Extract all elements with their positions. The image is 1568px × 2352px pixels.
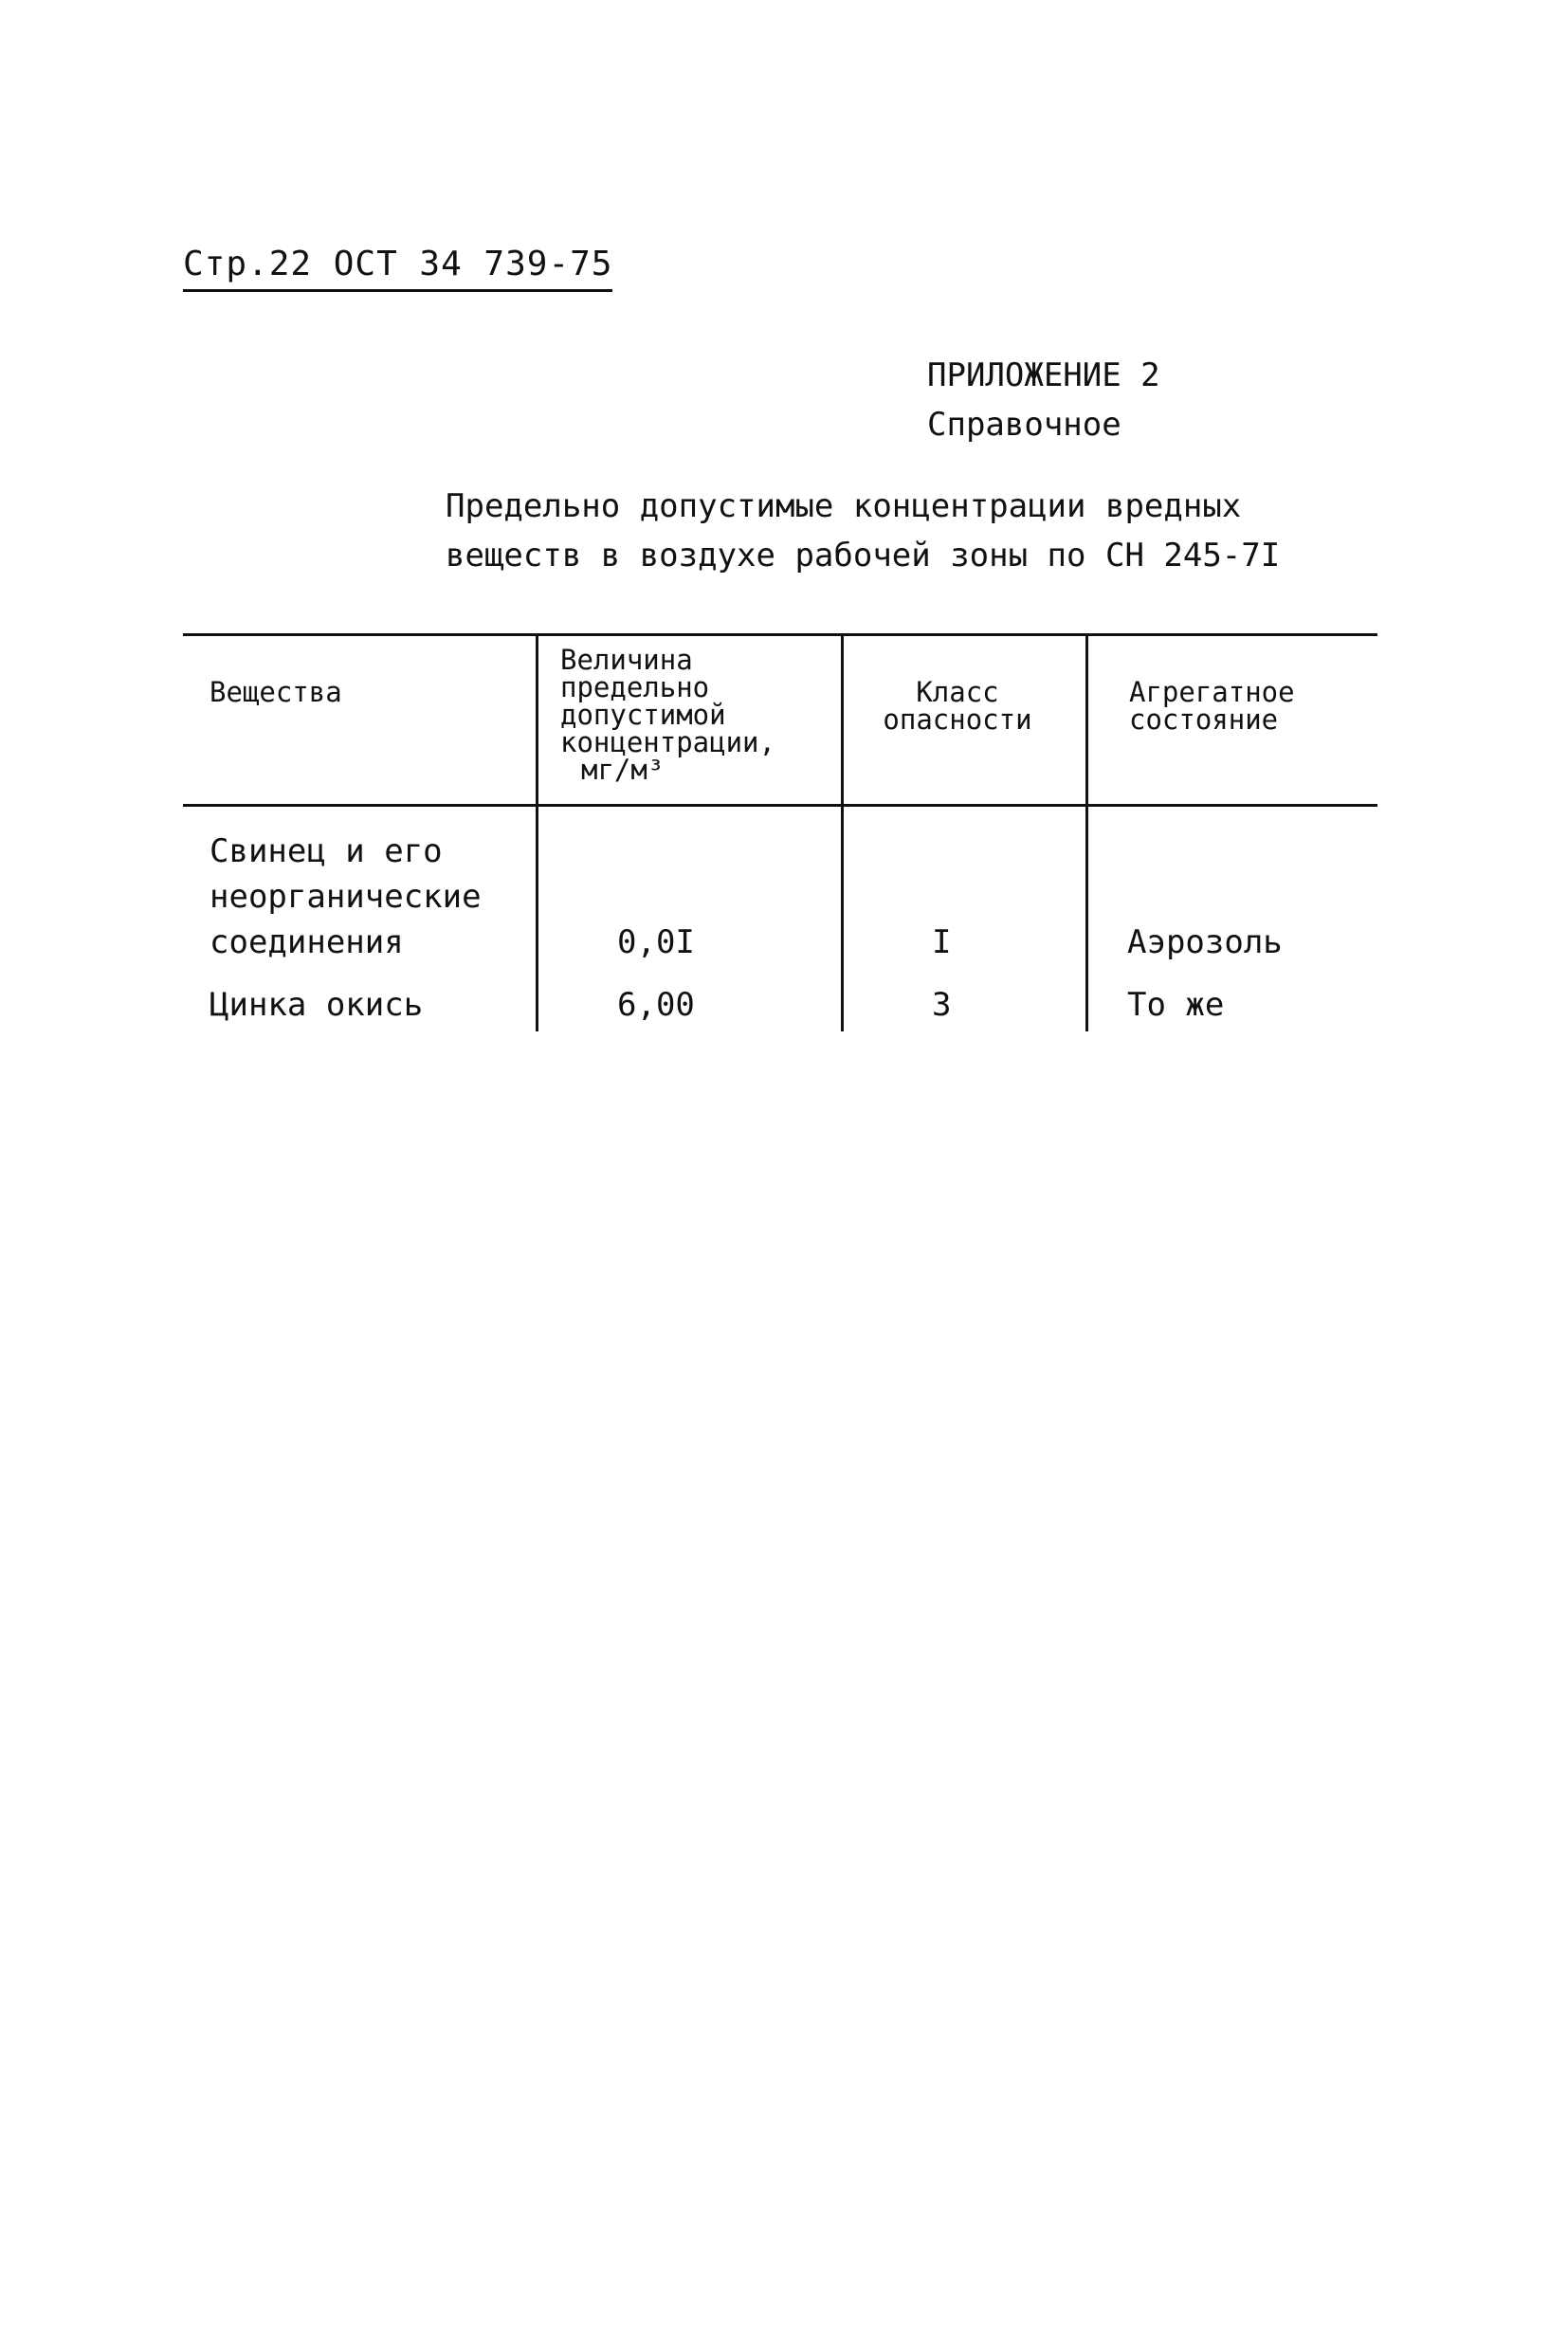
table-cell-substance — [210, 829, 482, 965]
appendix-type: Справочное — [927, 406, 1121, 444]
column-header-mac-line: концентрации, — [560, 726, 775, 758]
table-cell-state: То же — [1127, 986, 1225, 1024]
document-title — [446, 482, 1280, 580]
table-header-rule — [183, 804, 1377, 807]
table-cell-mac: 0,0I — [617, 923, 695, 961]
column-header-mac-line: предельно — [560, 671, 710, 703]
table-cell-substance: Цинка окись — [210, 986, 424, 1024]
column-header-hazard-class — [858, 676, 1057, 736]
appendix-label: ПРИЛОЖЕНИЕ 2 — [927, 356, 1160, 394]
table-cell-mac: 6,00 — [617, 986, 695, 1024]
table-cell-hazard-class: I — [932, 923, 952, 961]
concentration-table — [183, 633, 1377, 1031]
column-header-mac-line: Величина — [560, 644, 693, 676]
column-header-state — [1129, 676, 1295, 736]
column-header-state-line: состояние — [1129, 703, 1279, 736]
substance-line: соединения — [210, 923, 404, 961]
column-divider — [1085, 633, 1088, 1031]
column-header-state-line: Агрегатное — [1129, 676, 1295, 708]
column-header-substance: Вещества — [210, 676, 342, 708]
column-header-class-line: Класс — [916, 676, 999, 708]
page-header: Стр.22 ОСТ 34 739-75 — [183, 245, 612, 292]
table-cell-state: Аэрозоль — [1127, 923, 1283, 961]
title-line-1: Предельно допустимые концентрации вредных — [446, 487, 1242, 525]
substance-line: Свинец и его — [210, 832, 443, 870]
column-header-class-line: опасности — [883, 703, 1032, 736]
title-line-2: веществ в воздухе рабочей зоны по СН 245-7I — [446, 537, 1281, 574]
column-header-mac — [560, 644, 775, 786]
column-header-mac-unit: мг/м³ — [581, 754, 665, 786]
column-header-mac-line: допустимой — [560, 699, 726, 731]
column-divider — [536, 633, 538, 1031]
column-divider — [841, 633, 844, 1031]
table-cell-hazard-class: 3 — [932, 986, 952, 1024]
substance-line: неорганические — [210, 878, 482, 916]
table-top-rule — [183, 633, 1377, 636]
